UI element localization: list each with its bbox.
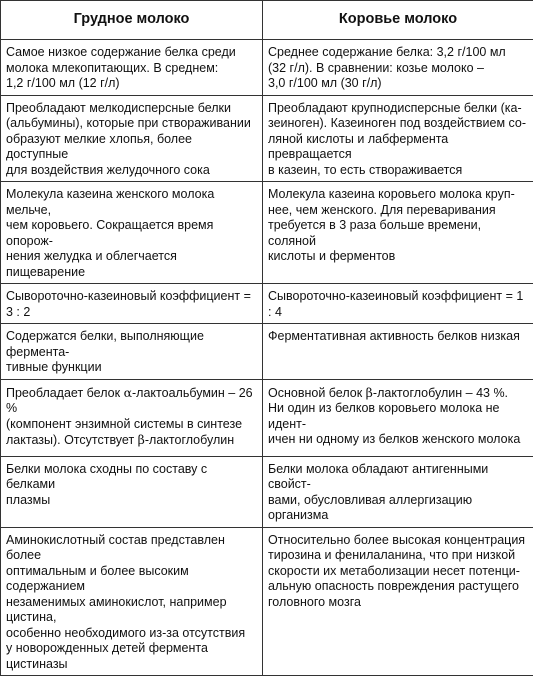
breast-milk-cell: Содержатся белки, выполняющие фермента- тивные функции xyxy=(1,324,263,380)
cow-milk-cell: Преобладают крупнодисперсные белки (ка- зеиноген). Казеиноген под воздействием со- ляной кислоты и лабфермента превращается в казеин, то есть створаживается xyxy=(263,95,533,182)
breast-milk-cell: Самое низкое содержание белка среди молока млекопитающих. В среднем: 1,2 г/100 мл (12 г/л) xyxy=(1,40,263,96)
beta-symbol: β xyxy=(366,385,373,400)
header-breast-milk: Грудное молоко xyxy=(1,1,263,40)
breast-milk-cell: Сывороточно-казеиновый коэффициент = 3 : 2 xyxy=(1,284,263,324)
cow-milk-cell: Ферментативная активность белков низкая xyxy=(263,324,533,380)
header-row xyxy=(1,1,533,40)
text-segment: Преобладает белок xyxy=(6,386,124,400)
table-row xyxy=(1,527,533,676)
breast-milk-cell: Молекула казеина женского молока мельче, чем коровьего. Сокращается время опорож- нения желудка и облегчается пищеварение xyxy=(1,182,263,284)
header-cow-milk: Коровье молоко xyxy=(263,1,533,40)
text-segment: -лактоальбумин – 26 % (компонент энзимной системы в синтезе лактазы). Отсутствует xyxy=(6,386,253,448)
text-segment: Основной белок xyxy=(268,386,366,400)
table-row xyxy=(1,182,533,284)
text-segment: -лактоглобулин – 43 %. Ни один из белков коровьего молока не идент- ичен ни одному из белков женского молока xyxy=(268,386,520,447)
table-row xyxy=(1,456,533,527)
beta-symbol: β xyxy=(138,432,145,447)
cow-milk-cell xyxy=(263,379,533,456)
breast-milk-cell: Белки молока сходны по составу с белками плазмы xyxy=(1,456,263,527)
breast-milk-cell: Преобладают мелкодисперсные белки (альбумины), которые при створаживании образуют мелкие хлопья, более доступные для воздействия желудочного сока xyxy=(1,95,263,182)
breast-milk-cell: Аминокислотный состав представлен более оптимальным и более высоким содержанием незаменимых аминокислот, например цистина, особенно необходимого из-за отсутствия у новорожденных детей фермента цистиназы xyxy=(1,527,263,676)
table-row xyxy=(1,379,533,456)
cow-milk-cell: Относительно более высокая концентрация тирозина и фенилаланина, что при низкой скорости их метаболизации несет потенци- альную опасность повреждения растущего головного мозга xyxy=(263,527,533,676)
breast-milk-cell xyxy=(1,379,263,456)
cow-milk-cell: Белки молока обладают антигенными свойст- вами, обусловливая аллергизацию организма xyxy=(263,456,533,527)
text-segment: -лактоглобулин xyxy=(145,433,234,447)
alpha-symbol: α xyxy=(124,385,132,400)
cow-milk-cell: Среднее содержание белка: 3,2 г/100 мл (32 г/л). В сравнении: козье молоко – 3,0 г/100 мл (30 г/л) xyxy=(263,40,533,96)
table-row xyxy=(1,40,533,96)
table-row xyxy=(1,95,533,182)
cow-milk-cell: Молекула казеина коровьего молока круп- нее, чем женского. Для переваривания требуется в 3 раза больше времени, соляной кислоты и ферментов xyxy=(263,182,533,284)
table-row xyxy=(1,284,533,324)
table-row xyxy=(1,324,533,380)
cow-milk-cell: Сывороточно-казеиновый коэффициент = 1 : 4 xyxy=(263,284,533,324)
